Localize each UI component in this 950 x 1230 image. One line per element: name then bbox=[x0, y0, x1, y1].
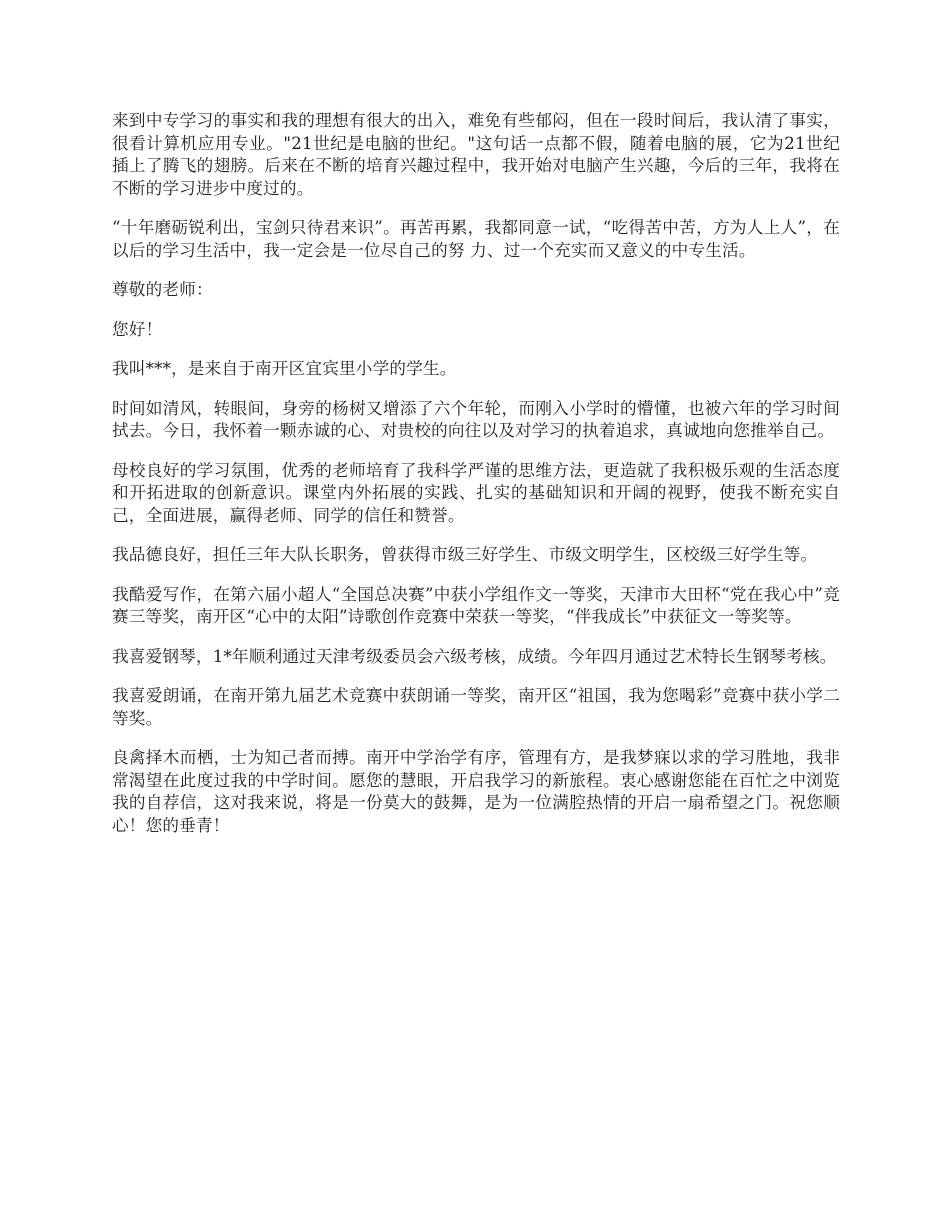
paragraph-8: 我品德良好，担任三年大队长职务，曾获得市级三好学生、市级文明学生，区校级三好学生等。 bbox=[112, 545, 818, 564]
paragraph-9: 我酷爱写作，在第六届小超人“全国总决赛”中获小学组作文一等奖，天津市大田杯“党在我心中”竞赛三等奖，南开区“心中的太阳”诗歌创作竞赛中荣获一等奖，“伴我成长”中获征文一等奖等。 bbox=[112, 584, 840, 626]
paragraph-1: 来到中专学习的事实和我的理想有很大的出入，难免有些郁闷，但在一段时间后，我认清了事实，很看计算机应用专业。"21世纪是电脑的世纪。"这句话一点都不假，随着电脑的展，它为21世纪插上了腾飞的翅膀。后来在不断的培育兴趣过程中，我开始对电脑产生兴趣，今后的三年，我将在不断的学习进步中度过的。 bbox=[112, 111, 840, 198]
paragraph-7: 母校良好的学习氛围，优秀的老师培育了我科学严谨的思维方法，更造就了我积极乐观的生活态度和开拓进取的创新意识。课堂内外拓展的实践、扎实的基础知识和开阔的视野，使我不断充实自己，全面进展，赢得老师、同学的信任和赞誉。 bbox=[112, 460, 840, 525]
salutation: 尊敬的老师： bbox=[112, 280, 213, 299]
closing-paragraph: 良禽择木而栖，士为知己者而搏。南开中学治学有序，管理有方，是我梦寐以求的学习胜地，我非常渴望在此度过我的中学时间。愿您的慧眼，开启我学习的新旅程。衷心感谢您能在百忙之中浏览我的自荐信，这对我来说，将是一份莫大的鼓舞，是为一位满腔热情的开启一扇希望之门。祝您顺心！您的垂青！ bbox=[112, 748, 840, 835]
paragraph-6: 时间如清风，转眼间，身旁的杨树又增添了六个年轮，而刚入小学时的懵懂，也被六年的学习时间拭去。今日，我怀着一颗赤诚的心、对贵校的向往以及对学习的执着追求，真诚地向您推举自己。 bbox=[112, 398, 840, 440]
paragraph-11: 我喜爱朗诵，在南开第九届艺术竞赛中获朗诵一等奖，南开区“祖国，我为您喝彩”竞赛中获小学二等奖。 bbox=[112, 686, 840, 728]
document-body bbox=[112, 110, 840, 854]
greeting: 您好！ bbox=[112, 319, 163, 339]
self-introduction: 我叫***，是来自于南开区宜宾里小学的学生。 bbox=[112, 359, 457, 378]
paragraph-10: 我喜爱钢琴，1*年顺利通过天津考级委员会六级考核，成绩。今年四月通过艺术特长生钢琴考核。 bbox=[112, 646, 837, 666]
paragraph-2: “十年磨砺锐利出，宝剑只待君来识”。再苦再累，我都同意一试，“吃得苦中苦，方为人上人”，在以后的学习生活中，我一定会是一位尽自己的努 力、过一个充实而又意义的中专生活。 bbox=[112, 218, 840, 260]
